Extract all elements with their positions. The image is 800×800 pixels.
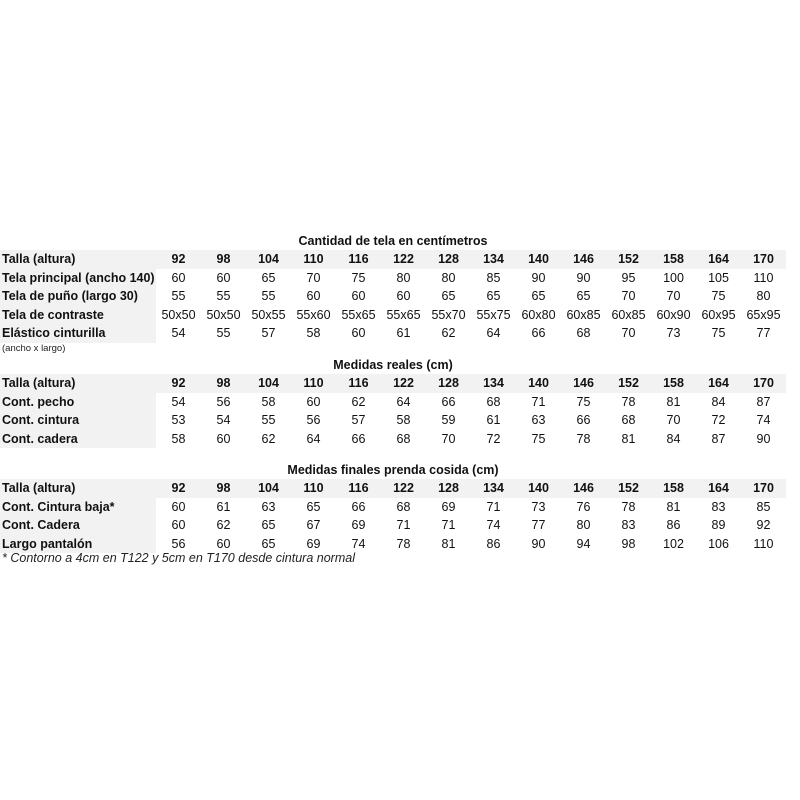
value-cell: 58 <box>396 413 411 427</box>
size-header-cell: 92 <box>156 374 201 393</box>
finished-table <box>0 479 786 553</box>
fabric-note: (ancho x largo) <box>2 343 66 354</box>
table-row <box>0 324 786 343</box>
table-row <box>0 516 786 535</box>
table-row <box>0 411 786 430</box>
table-row <box>0 393 786 412</box>
size-header-cell: 170 <box>741 374 786 393</box>
size-header-cell: 152 <box>606 374 651 393</box>
row-label: Cont. Cintura baja* <box>0 498 156 517</box>
value-cell: 65 <box>261 518 276 532</box>
value-cell: 90 <box>531 270 546 285</box>
value-cell: 66 <box>351 431 366 446</box>
size-header-cell: 158 <box>651 479 696 498</box>
value-cell: 56 <box>216 394 231 409</box>
value-cell: 50x55 <box>251 307 286 322</box>
table-row <box>0 498 786 517</box>
value-cell: 86 <box>486 536 501 551</box>
measures-table <box>0 374 786 448</box>
table-header-row <box>0 250 786 269</box>
finished-footnote: * Contorno a 4cm en T122 y 5cm en T170 desde cintura normal <box>2 551 355 565</box>
value-cell: 60x85 <box>566 307 601 322</box>
value-cell: 50x50 <box>161 307 196 322</box>
value-cell: 55x65 <box>341 307 376 322</box>
value-cell: 68 <box>396 431 411 446</box>
value-cell: 73 <box>666 326 681 340</box>
size-header-cell: 98 <box>201 250 246 269</box>
value-cell: 71 <box>531 394 546 409</box>
value-cell: 110 <box>753 536 774 551</box>
value-cell: 61 <box>486 413 501 427</box>
value-cell: 70 <box>441 431 456 446</box>
value-cell: 87 <box>756 394 771 409</box>
value-cell: 60x80 <box>521 307 556 322</box>
value-cell: 62 <box>441 326 456 340</box>
size-header-cell: 146 <box>561 374 606 393</box>
value-cell: 90 <box>531 536 546 551</box>
table-row <box>0 287 786 306</box>
value-cell: 81 <box>666 394 681 409</box>
value-cell: 58 <box>261 394 276 409</box>
size-header-cell: 140 <box>516 374 561 393</box>
value-cell: 64 <box>396 394 411 409</box>
size-header-cell: 134 <box>471 374 516 393</box>
row-label: Tela principal (ancho 140) <box>0 269 156 288</box>
value-cell: 55 <box>171 289 186 303</box>
value-cell: 70 <box>666 289 681 303</box>
value-cell: 110 <box>753 270 774 285</box>
row-label: Cont. pecho <box>0 393 156 412</box>
value-cell: 55x70 <box>431 307 466 322</box>
value-cell: 75 <box>711 326 726 340</box>
value-cell: 64 <box>306 431 321 446</box>
value-cell: 105 <box>708 270 729 285</box>
value-cell: 65 <box>486 289 501 303</box>
value-cell: 80 <box>576 518 591 532</box>
value-cell: 55x75 <box>476 307 511 322</box>
value-cell: 63 <box>261 499 276 514</box>
value-cell: 65 <box>531 289 546 303</box>
value-cell: 87 <box>711 431 726 446</box>
value-cell: 58 <box>306 326 321 340</box>
size-header-cell: 110 <box>291 374 336 393</box>
value-cell: 61 <box>396 326 411 340</box>
value-cell: 60x90 <box>656 307 691 322</box>
measures-section-title: Medidas reales (cm) <box>333 358 453 372</box>
value-cell: 70 <box>621 289 636 303</box>
value-cell: 69 <box>441 499 456 514</box>
value-cell: 71 <box>396 518 411 532</box>
size-header-cell: 146 <box>561 479 606 498</box>
value-cell: 68 <box>576 326 591 340</box>
value-cell: 57 <box>261 326 276 340</box>
size-header-cell: 134 <box>471 250 516 269</box>
value-cell: 77 <box>756 326 771 340</box>
value-cell: 55x60 <box>296 307 331 322</box>
size-header-cell: 128 <box>426 479 471 498</box>
size-header-cell: 170 <box>741 479 786 498</box>
value-cell: 60 <box>216 431 231 446</box>
size-header-cell: 104 <box>246 250 291 269</box>
size-header-cell: 140 <box>516 250 561 269</box>
value-cell: 102 <box>663 536 684 551</box>
size-header-cell: 152 <box>606 250 651 269</box>
value-cell: 80 <box>756 289 771 303</box>
value-cell: 84 <box>666 431 681 446</box>
value-cell: 75 <box>711 289 726 303</box>
value-cell: 57 <box>351 413 366 427</box>
value-cell: 65x95 <box>746 307 781 322</box>
value-cell: 65 <box>441 289 456 303</box>
value-cell: 83 <box>621 518 636 532</box>
value-cell: 63 <box>531 413 546 427</box>
value-cell: 73 <box>531 499 546 514</box>
value-cell: 60 <box>216 536 231 551</box>
value-cell: 80 <box>396 270 411 285</box>
value-cell: 70 <box>621 326 636 340</box>
value-cell: 90 <box>756 431 771 446</box>
value-cell: 80 <box>441 270 456 285</box>
size-header-cell: 152 <box>606 479 651 498</box>
value-cell: 67 <box>306 518 321 532</box>
table-header-row <box>0 479 786 498</box>
table-row <box>0 269 786 288</box>
size-header-cell: 128 <box>426 250 471 269</box>
value-cell: 56 <box>306 413 321 427</box>
value-cell: 71 <box>441 518 456 532</box>
fabric-section-title: Cantidad de tela en centímetros <box>298 234 488 248</box>
size-header-cell: 134 <box>471 479 516 498</box>
value-cell: 68 <box>621 413 636 427</box>
size-header-cell: 146 <box>561 250 606 269</box>
value-cell: 81 <box>666 499 681 514</box>
value-cell: 60 <box>171 270 186 285</box>
size-header-cell: 116 <box>336 374 381 393</box>
value-cell: 92 <box>756 518 771 532</box>
row-label: Tela de puño (largo 30) <box>0 287 156 306</box>
header-label: Talla (altura) <box>0 479 156 498</box>
value-cell: 69 <box>306 536 321 551</box>
value-cell: 53 <box>171 413 186 427</box>
value-cell: 55 <box>261 289 276 303</box>
value-cell: 60x95 <box>701 307 736 322</box>
value-cell: 64 <box>486 326 501 340</box>
row-label: Cont. cadera <box>0 430 156 449</box>
value-cell: 72 <box>711 413 726 427</box>
value-cell: 62 <box>351 394 366 409</box>
row-label: Cont. Cadera <box>0 516 156 535</box>
size-header-cell: 92 <box>156 479 201 498</box>
size-header-cell: 104 <box>246 374 291 393</box>
value-cell: 84 <box>711 394 726 409</box>
size-header-cell: 128 <box>426 374 471 393</box>
value-cell: 54 <box>216 413 231 427</box>
value-cell: 75 <box>351 270 366 285</box>
size-header-cell: 140 <box>516 479 561 498</box>
value-cell: 60 <box>351 326 366 340</box>
value-cell: 85 <box>486 270 501 285</box>
value-cell: 55 <box>261 413 276 427</box>
value-cell: 83 <box>711 499 726 514</box>
size-header-cell: 98 <box>201 479 246 498</box>
value-cell: 90 <box>576 270 591 285</box>
value-cell: 66 <box>531 326 546 340</box>
finished-section-title: Medidas finales prenda cosida (cm) <box>287 463 499 477</box>
value-cell: 55x65 <box>386 307 421 322</box>
size-header-cell: 164 <box>696 479 741 498</box>
size-header-cell: 122 <box>381 479 426 498</box>
value-cell: 74 <box>756 413 771 427</box>
value-cell: 60 <box>171 499 186 514</box>
value-cell: 62 <box>216 518 231 532</box>
table-header-row <box>0 374 786 393</box>
value-cell: 50x50 <box>206 307 241 322</box>
table-row <box>0 430 786 449</box>
size-header-cell: 158 <box>651 374 696 393</box>
value-cell: 61 <box>216 499 231 514</box>
size-header-cell: 122 <box>381 374 426 393</box>
value-cell: 60 <box>171 518 186 532</box>
value-cell: 106 <box>708 536 729 551</box>
value-cell: 54 <box>171 326 186 340</box>
size-header-cell: 110 <box>291 250 336 269</box>
value-cell: 66 <box>441 394 456 409</box>
value-cell: 60 <box>216 270 231 285</box>
value-cell: 54 <box>171 394 186 409</box>
value-cell: 85 <box>756 499 771 514</box>
size-header-cell: 158 <box>651 250 696 269</box>
value-cell: 65 <box>261 536 276 551</box>
value-cell: 70 <box>666 413 681 427</box>
value-cell: 86 <box>666 518 681 532</box>
value-cell: 75 <box>576 394 591 409</box>
row-label: Cont. cintura <box>0 411 156 430</box>
value-cell: 71 <box>486 499 501 514</box>
value-cell: 59 <box>441 413 456 427</box>
value-cell: 62 <box>261 431 276 446</box>
value-cell: 60 <box>351 289 366 303</box>
value-cell: 68 <box>396 499 411 514</box>
value-cell: 76 <box>576 499 591 514</box>
value-cell: 60x85 <box>611 307 646 322</box>
value-cell: 78 <box>621 394 636 409</box>
value-cell: 95 <box>621 270 636 285</box>
value-cell: 75 <box>531 431 546 446</box>
value-cell: 94 <box>576 536 591 551</box>
size-header-cell: 122 <box>381 250 426 269</box>
value-cell: 68 <box>486 394 501 409</box>
value-cell: 60 <box>396 289 411 303</box>
value-cell: 65 <box>261 270 276 285</box>
value-cell: 55 <box>216 289 231 303</box>
header-label: Talla (altura) <box>0 250 156 269</box>
value-cell: 60 <box>306 394 321 409</box>
value-cell: 56 <box>171 536 186 551</box>
value-cell: 74 <box>486 518 501 532</box>
size-header-cell: 110 <box>291 479 336 498</box>
value-cell: 65 <box>306 499 321 514</box>
value-cell: 74 <box>351 536 366 551</box>
size-header-cell: 170 <box>741 250 786 269</box>
value-cell: 77 <box>531 518 546 532</box>
size-header-cell: 92 <box>156 250 201 269</box>
size-header-cell: 98 <box>201 374 246 393</box>
value-cell: 78 <box>621 499 636 514</box>
size-header-cell: 116 <box>336 250 381 269</box>
value-cell: 70 <box>306 270 321 285</box>
size-header-cell: 164 <box>696 250 741 269</box>
value-cell: 100 <box>663 270 684 285</box>
row-label: Elástico cinturilla <box>0 324 156 343</box>
value-cell: 66 <box>351 499 366 514</box>
value-cell: 60 <box>306 289 321 303</box>
value-cell: 55 <box>216 326 231 340</box>
fabric-table <box>0 250 786 343</box>
value-cell: 89 <box>711 518 726 532</box>
size-header-cell: 116 <box>336 479 381 498</box>
value-cell: 78 <box>576 431 591 446</box>
value-cell: 65 <box>576 289 591 303</box>
value-cell: 72 <box>486 431 501 446</box>
row-label: Largo pantalón <box>0 535 156 554</box>
size-header-cell: 164 <box>696 374 741 393</box>
header-label: Talla (altura) <box>0 374 156 393</box>
value-cell: 81 <box>441 536 456 551</box>
size-header-cell: 104 <box>246 479 291 498</box>
value-cell: 66 <box>576 413 591 427</box>
value-cell: 69 <box>351 518 366 532</box>
value-cell: 98 <box>621 536 636 551</box>
value-cell: 78 <box>396 536 411 551</box>
table-row <box>0 306 786 325</box>
row-label: Tela de contraste <box>0 306 156 325</box>
value-cell: 81 <box>621 431 636 446</box>
value-cell: 58 <box>171 431 186 446</box>
